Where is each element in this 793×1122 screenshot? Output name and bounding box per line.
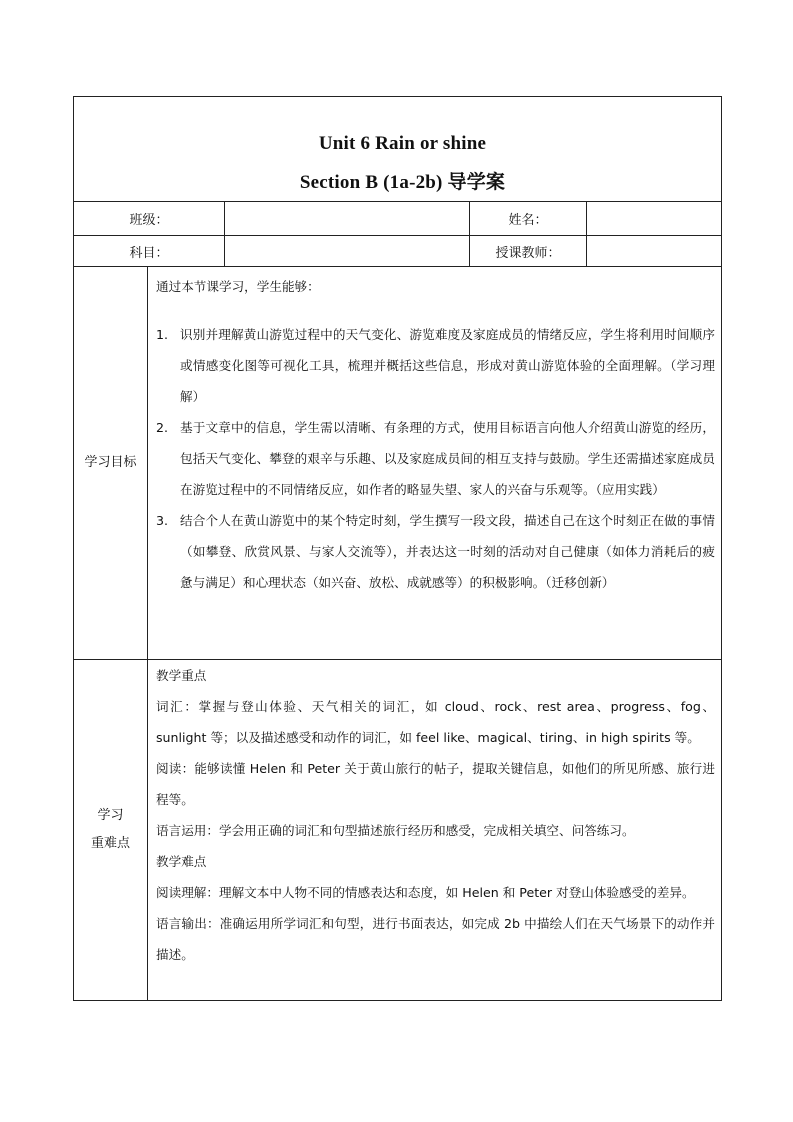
unit-title: Unit 6 Rain or shine xyxy=(318,133,487,154)
reading-point: 阅读：能够读懂 Helen 和 Peter 关于黄山旅行的帖子，提取关键信息，如他们的所见所感、旅行进程等。 xyxy=(156,761,715,807)
vocabulary-point: 词汇：掌握与登山体验、天气相关的词汇，如 cloud、rock、rest area、progress、fog、sunlight 等；以及描述感受和动作的词汇，如 feel like、magical、tiring、in high spirits 等。 xyxy=(156,699,715,745)
goal-text: 识别并理解黄山游览过程中的天气变化、游览难度及家庭成员的情绪反应，学生将利用时间顺序或情感变化图等可视化工具，梳理并概括这些信息，形成对黄山游览体验的全面理解。（学习理解） xyxy=(180,327,715,404)
goal-number: 1. xyxy=(156,327,169,342)
key-points-label xyxy=(74,660,148,1000)
goal-item xyxy=(156,412,715,505)
class-label: 班级： xyxy=(74,202,225,235)
goal-text: 基于文章中的信息，学生需以清晰、有条理的方式，使用目标语言向他人介绍黄山游览的经历，包括天气变化、攀登的艰辛与乐趣、以及家庭成员间的相互支持与鼓励。学生还需描述家庭成员在游览过程中的不同情绪反应，如作者的略显失望、家人的兴奋与乐观等。（应用实践） xyxy=(180,420,715,497)
info-row-subject xyxy=(74,236,721,267)
class-field[interactable] xyxy=(225,202,470,235)
goal-number: 2. xyxy=(156,420,169,435)
learning-goals-section xyxy=(74,267,721,660)
teacher-field[interactable] xyxy=(587,236,721,266)
goal-item xyxy=(156,505,715,598)
learning-goals-label xyxy=(74,267,148,659)
subject-label: 科目： xyxy=(74,236,225,266)
title-block xyxy=(74,97,721,202)
reading-comprehension-point: 阅读理解：理解文本中人物不同的情感表达和态度，如 Helen 和 Peter 对登山体验感受的差异。 xyxy=(156,885,695,900)
language-use-point: 语言运用：学会用正确的词汇和句型描述旅行经历和感受，完成相关填空、问答练习。 xyxy=(156,823,635,838)
teaching-focus-heading: 教学重点 xyxy=(156,668,207,683)
teacher-label: 授课教师： xyxy=(470,236,587,266)
subject-field[interactable] xyxy=(225,236,470,266)
key-points-label-line2: 重难点 xyxy=(90,836,130,851)
name-label: 姓名： xyxy=(470,202,587,235)
info-row-class xyxy=(74,202,721,236)
name-field[interactable] xyxy=(587,202,721,235)
goals-intro: 通过本节课学习，学生能够： xyxy=(156,279,320,294)
learning-goals-content xyxy=(148,267,721,659)
guide-table xyxy=(73,96,722,1001)
key-points-label-line1: 学习 xyxy=(97,808,124,823)
learning-goals-label-text: 学习目标 xyxy=(84,455,137,470)
language-output-point: 语言输出：准确运用所学词汇和句型，进行书面表达，如完成 2b 中描绘人们在天气场景下的动作并描述。 xyxy=(156,916,715,962)
goal-item xyxy=(156,319,715,412)
teaching-difficulty-heading: 教学难点 xyxy=(156,854,207,869)
goal-number: 3. xyxy=(156,513,169,528)
key-points-section xyxy=(74,660,721,1000)
goal-text: 结合个人在黄山游览中的某个特定时刻，学生撰写一段文段，描述自己在这个时刻正在做的事情（如攀登、欣赏风景、与家人交流等），并表达这一时刻的活动对自己健康（如体力消耗后的疲惫与满足）和心理状态（如兴奋、放松、成就感等）的积极影响。（迁移创新） xyxy=(180,513,715,590)
key-points-content xyxy=(148,660,721,1000)
section-title: Section B (1a-2b) 导学案 xyxy=(299,172,506,193)
